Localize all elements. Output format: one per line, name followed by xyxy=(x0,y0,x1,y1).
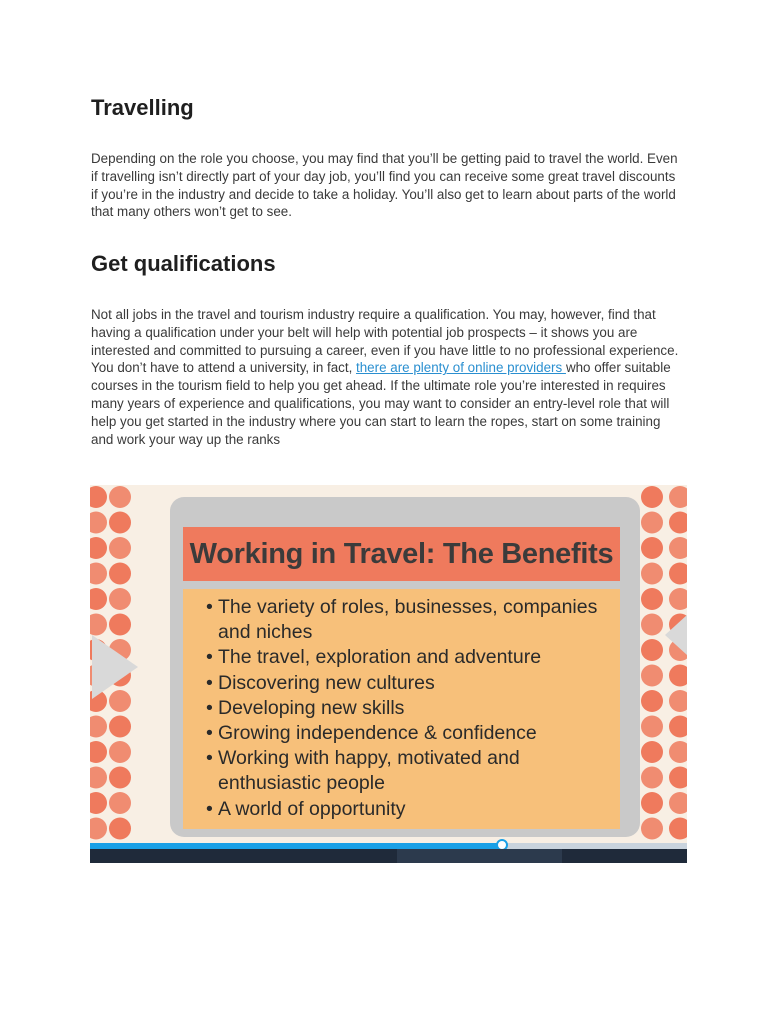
benefit-item: • The variety of roles, businesses, companies and niches xyxy=(206,595,606,645)
benefit-item: • Working with happy, motivated and enthusiastic people xyxy=(206,746,606,796)
slide-title-box xyxy=(183,527,620,581)
decorative-dot xyxy=(90,767,107,789)
decorative-dot xyxy=(641,639,663,661)
decorative-dot xyxy=(669,690,687,712)
video-controls[interactable] xyxy=(90,843,687,863)
paragraph-text-after-link: who offer suitable courses in the tourism field to help you get ahead. If the ultimate role you’re interested in requires many years of experience and qualifications, you may want to consider an entry-level role that will help you get started in the industry where you can start to learn the ropes, start on some training and work your way up the ranks xyxy=(91,360,671,447)
decorative-dot xyxy=(641,537,663,559)
decorative-dot xyxy=(90,818,107,840)
decorative-dot xyxy=(641,741,663,763)
decorative-dot xyxy=(109,767,131,789)
decorative-dot xyxy=(109,741,131,763)
decorative-dot xyxy=(669,588,687,610)
decorative-dot xyxy=(109,818,131,840)
online-providers-link[interactable]: there are plenty of online providers xyxy=(356,360,566,376)
decorative-dot xyxy=(669,537,687,559)
decorative-dot xyxy=(90,563,107,585)
decorative-dot xyxy=(669,512,687,534)
decorative-dot xyxy=(109,792,131,814)
decorative-dot xyxy=(109,486,131,508)
decorative-dot xyxy=(641,767,663,789)
decorative-dot xyxy=(641,665,663,687)
decorative-dot xyxy=(109,563,131,585)
paragraph-travelling: Depending on the role you choose, you may find that you’ll be getting paid to travel the world. Even if travelling isn’t directly part of your day job, you’ll find you can receive some great travel discounts if you’re in the industry and decide to take a holiday. You’ll also get to learn about parts of the world that many others won’t get to see. xyxy=(91,151,678,220)
heading-get-qualifications: Get qualifications xyxy=(91,251,276,276)
decorative-dot xyxy=(90,614,107,636)
heading-travelling: Travelling xyxy=(91,95,194,120)
decorative-dot xyxy=(641,716,663,738)
benefit-item: • Growing independence & confidence xyxy=(206,721,606,746)
decorative-dot xyxy=(109,716,131,738)
decorative-dot xyxy=(669,486,687,508)
decorative-dot xyxy=(641,818,663,840)
decorative-dot xyxy=(90,486,107,508)
decorative-dot xyxy=(669,792,687,814)
decorative-dot xyxy=(90,537,107,559)
decorative-dot xyxy=(641,486,663,508)
decorative-dot xyxy=(90,792,107,814)
decorative-dot xyxy=(669,665,687,687)
control-bar-segment xyxy=(397,849,562,863)
paragraph-get-qualifications xyxy=(91,306,681,448)
benefit-item: • The travel, exploration and adventure xyxy=(206,645,606,670)
decorative-dot xyxy=(641,563,663,585)
decorative-dot xyxy=(90,512,107,534)
decorative-dot xyxy=(109,614,131,636)
paragraph-text-before-link: Not all jobs in the travel and tourism industry require a qualification. You may, however, find that having a qualification under your belt will help with potential job prospects – it shows you are interested and committed to pursuing a career, even if you have little to no professional experience. You don’t have to attend a university, in fact, xyxy=(91,307,679,376)
decorative-dot xyxy=(109,690,131,712)
decorative-dot xyxy=(641,512,663,534)
progress-track[interactable] xyxy=(90,843,687,849)
decorative-dot xyxy=(641,792,663,814)
benefit-item: • Discovering new cultures xyxy=(206,671,606,696)
decorative-dot xyxy=(669,716,687,738)
decorative-dot xyxy=(669,818,687,840)
decorative-dot xyxy=(669,563,687,585)
decorative-dot xyxy=(641,588,663,610)
benefit-item: • A world of opportunity xyxy=(206,797,606,822)
decorative-dot xyxy=(641,690,663,712)
benefit-item: • Developing new skills xyxy=(206,696,606,721)
decorative-dot xyxy=(641,614,663,636)
decorative-dot xyxy=(90,741,107,763)
decorative-dot xyxy=(90,716,107,738)
decorative-dot xyxy=(109,588,131,610)
slide-title: Working in Travel: The Benefits xyxy=(189,538,614,570)
benefits-video-player[interactable] xyxy=(90,485,687,863)
decorative-dot xyxy=(109,537,131,559)
decorative-dot xyxy=(669,741,687,763)
decorative-dot xyxy=(90,588,107,610)
decorative-dot xyxy=(669,767,687,789)
decorative-dot xyxy=(109,512,131,534)
benefits-list xyxy=(206,595,606,822)
